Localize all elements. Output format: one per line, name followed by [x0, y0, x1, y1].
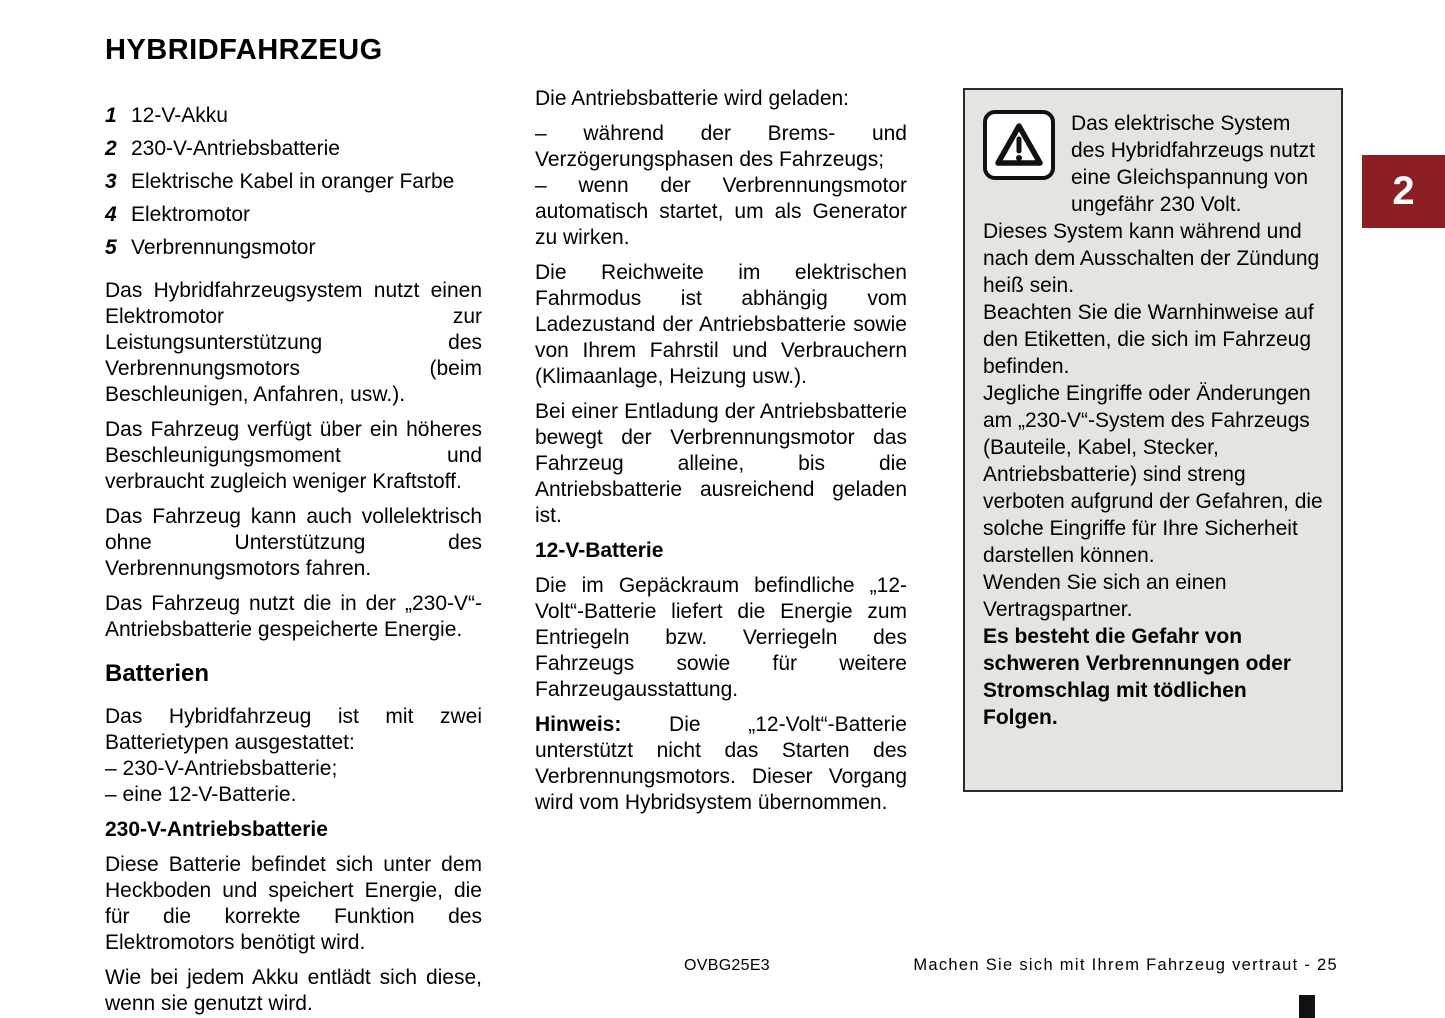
legend-item-number: 1 [105, 104, 117, 127]
paragraph: Das Hybridfahrzeug ist mit zwei Batterietypen ausgestattet: [105, 705, 482, 754]
footer-reference-code: OVBG25E3 [684, 957, 771, 974]
legend-item [105, 165, 482, 198]
paragraph: Das Hybridfahrzeugsystem nutzt einen Elektromotor zur Leistungsunterstützung des Verbrennungsmotors (beim Beschleunigen, Anfahren, usw.). [105, 279, 482, 406]
paragraph: Bei einer Entladung der Antriebsbatterie bewegt der Verbrennungsmotor das Fahrzeug alleine, bis die Antriebsbatterie ausreichend geladen ist. [535, 400, 907, 527]
charge-condition-item: – während der Brems- und Verzögerungsphasen des Fahrzeugs; [535, 122, 907, 171]
legend-item-label: 12-V-Akku [131, 104, 228, 127]
legend-item-label: Elektromotor [131, 203, 251, 226]
warning-text-line: Wenden Sie sich an einen Vertragspartner. [983, 571, 1227, 621]
sub-heading-12v-battery: 12-V-Batterie [535, 539, 664, 562]
legend-item [105, 132, 482, 165]
legend-item-label: Verbrennungsmotor [131, 236, 316, 259]
component-legend [105, 99, 482, 264]
footer-page-title: Machen Sie sich mit Ihrem Fahrzeug vertraut - 25 [913, 956, 1338, 974]
warning-text-line: Das elektrische System des Hybridfahrzeugs nutzt eine Gleichspannung von ungefähr 230 Volt. [1071, 112, 1315, 216]
paragraph: Die Antriebsbatterie wird geladen: [535, 87, 850, 110]
warning-icon-area [983, 110, 1071, 216]
middle-column [535, 86, 907, 825]
note-label: Hinweis: [535, 713, 622, 736]
legend-item [105, 231, 482, 264]
legend-item-number: 5 [105, 236, 117, 259]
warning-triangle-icon [983, 110, 1055, 180]
paragraph: Die Reichweite im elektrischen Fahrmodus ist abhängig vom Ladezustand der Antriebsbatterie sowie von Ihrem Fahrstil und Verbrauchern (Klimaanlage, Heizung usw.). [535, 261, 907, 388]
chapter-tab-number: 2 [1392, 169, 1415, 213]
paragraph: Diese Batterie befindet sich unter dem Heckboden und speichert Energie, die für die korrekte Funktion des Elektromotors benötigt wird. [105, 853, 482, 954]
page-corner-mark [1299, 995, 1315, 1018]
warning-text-line: Beachten Sie die Warnhinweise auf den Etiketten, die sich im Fahrzeug befinden. [983, 301, 1314, 378]
paragraph: Das Fahrzeug nutzt die in der „230-V“-Antriebsbatterie gespeicherte Energie. [105, 592, 482, 641]
battery-type-item: – 230-V-Antriebsbatterie; [105, 757, 338, 780]
section-heading-batteries: Batterien [105, 660, 210, 687]
paragraph: Wie bei jedem Akku entlädt sich diese, wenn sie genutzt wird. [105, 966, 482, 1015]
charge-condition-item: – wenn der Verbrennungsmotor automatisch startet, um als Generator zu wirken. [535, 174, 907, 249]
legend-item-number: 3 [105, 170, 117, 193]
legend-item-number: 4 [105, 203, 117, 226]
warning-text-line: Jegliche Eingriffe oder Änderungen am „230-V“-System des Fahrzeugs (Bauteile, Kabel, Stecker, Antriebsbatterie) sind streng verboten aufgrund der Gefahren, die solche Eingriffe für Ihre Sicherheit darstellen können. [983, 382, 1323, 567]
warning-bold-text: Es besteht die Gefahr von schweren Verbrennungen oder Stromschlag mit tödlichen Folgen. [983, 625, 1292, 729]
note-paragraph [535, 712, 907, 816]
battery-type-item: – eine 12-V-Batterie. [105, 783, 297, 806]
warning-box [963, 88, 1343, 792]
page-title: HYBRIDFAHRZEUG [105, 34, 383, 66]
legend-item-label: 230-V-Antriebsbatterie [131, 137, 340, 160]
legend-item [105, 198, 482, 231]
sub-heading-230v-battery: 230-V-Antriebsbatterie [105, 818, 328, 841]
legend-item-number: 2 [105, 137, 117, 160]
paragraph: Das Fahrzeug verfügt über ein höheres Beschleunigungsmoment und verbraucht zugleich weniger Kraftstoff. [105, 418, 482, 493]
warning-text-line: Dieses System kann während und nach dem Ausschalten der Zündung heiß sein. [983, 220, 1320, 297]
legend-item [105, 99, 482, 132]
legend-item-label: Elektrische Kabel in oranger Farbe [131, 170, 455, 193]
paragraph: Das Fahrzeug kann auch vollelektrisch ohne Unterstützung des Verbrennungsmotors fahren. [105, 505, 482, 580]
note-text: Die „12-Volt“-Batterie unterstützt nicht das Starten des Verbrennungsmotors. Dieser Vorgang wird vom Hybridsystem übernommen. [535, 713, 907, 814]
paragraph: Die im Gepäckraum befindliche „12-Volt“-Batterie liefert die Energie zum Entriegeln bzw. Verriegeln des Fahrzeugs sowie für weitere Fahrzeugausstattung. [535, 574, 907, 701]
left-column [105, 34, 482, 1018]
chapter-tab [1362, 155, 1445, 228]
